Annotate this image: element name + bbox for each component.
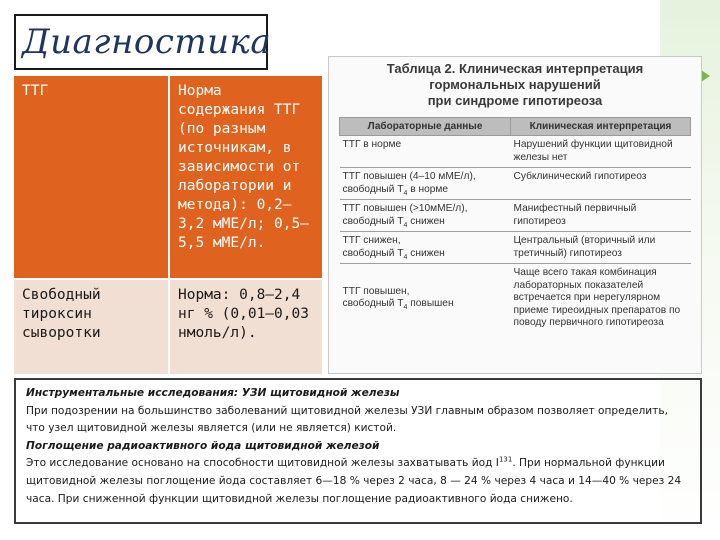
row-label: Свободный тироксин сыворотки (14, 279, 169, 374)
row-value: Норма содержания ТТГ (по разным источникам, в зависимости от лаборатории и метода): 0,2—3,2 мМЕ/л; 0,5—5,5 мМЕ/л. (169, 76, 322, 279)
table-row-free-thyroxine (14, 279, 322, 374)
table-row (340, 168, 691, 200)
instrumental-studies-textbox (14, 378, 702, 524)
interpretation-table-image (328, 56, 702, 374)
table-row (340, 136, 691, 168)
table-row (340, 264, 691, 333)
lab-cell: ТТГ повышен, свободный $Т_4$ повышен (340, 264, 511, 333)
table-row-ttg (14, 76, 322, 279)
lab-cell: ТТГ снижен, свободный $Т_4$ снижен (340, 232, 511, 264)
table-row (340, 232, 691, 264)
scan-table-title: Таблица 2. Клиническая интерпретация гормональных нарушений при синдроме гипотиреоза (386, 61, 644, 108)
interp-cell: Чаще всего такая комбинация лабораторных показателей встречается при нерегулярном приеме тиреоидных препаратов по поводу первичного гипотиреоза (511, 264, 691, 333)
page-title: Диагностика (22, 22, 272, 62)
section-heading-iodine: Поглощение радиоактивного йода щитовидной железой (26, 439, 380, 452)
row-label: ТТГ (14, 76, 169, 279)
table-header-row (340, 118, 691, 136)
table-row (340, 200, 691, 232)
lab-cell: ТТГ повышен (4–10 мМЕ/л), свободный $Т_4$ в норме (340, 168, 511, 200)
row-value: Норма: 0,8—2,4 нг % (0,01—0,03 нмоль/л). (169, 279, 322, 374)
hormone-norms-table (14, 76, 322, 374)
title-box (14, 14, 272, 70)
lab-cell: ТТГ в норме (340, 136, 511, 168)
lab-cell: ТТГ повышен (>10мМЕ/л), свободный $Т_4$ снижен (340, 200, 511, 232)
column-header: Клиническая интерпретация (511, 118, 691, 136)
paragraph-ultrasound: При подозрении на большинство заболеваний щитовидной железы УЗИ главным образом позволяет определить, что узел щитовидной железы является (или не является) кистой. (26, 404, 668, 435)
paragraph-iodine: Это исследование основано на способности щитовидной железы захватывать йод $I^{131}$. При нормальной функции щитовидной железы поглощение йода составляет 6—18 % через 2 часа, 8 — 24 % через 4 часа и 14—40 % через 24 часа. При сниженной функции щитовидной железы поглощение радиоактивного йода снижено. (26, 455, 682, 505)
interp-cell: Субклинический гипотиреоз (511, 168, 691, 200)
interp-cell: Нарушений функции щитовидной железы нет (511, 136, 691, 168)
section-heading-ultrasound: Инструментальные исследования: УЗИ щитовидной железы (26, 387, 400, 399)
interp-cell: Манифестный первичный гипотиреоз (511, 200, 691, 232)
interp-cell: Центральный (вторичный или третичный) гипотиреоз (511, 232, 691, 264)
interpretation-table (339, 117, 691, 333)
column-header: Лабораторные данные (340, 118, 511, 136)
decorative-arrow-icon (701, 70, 710, 82)
